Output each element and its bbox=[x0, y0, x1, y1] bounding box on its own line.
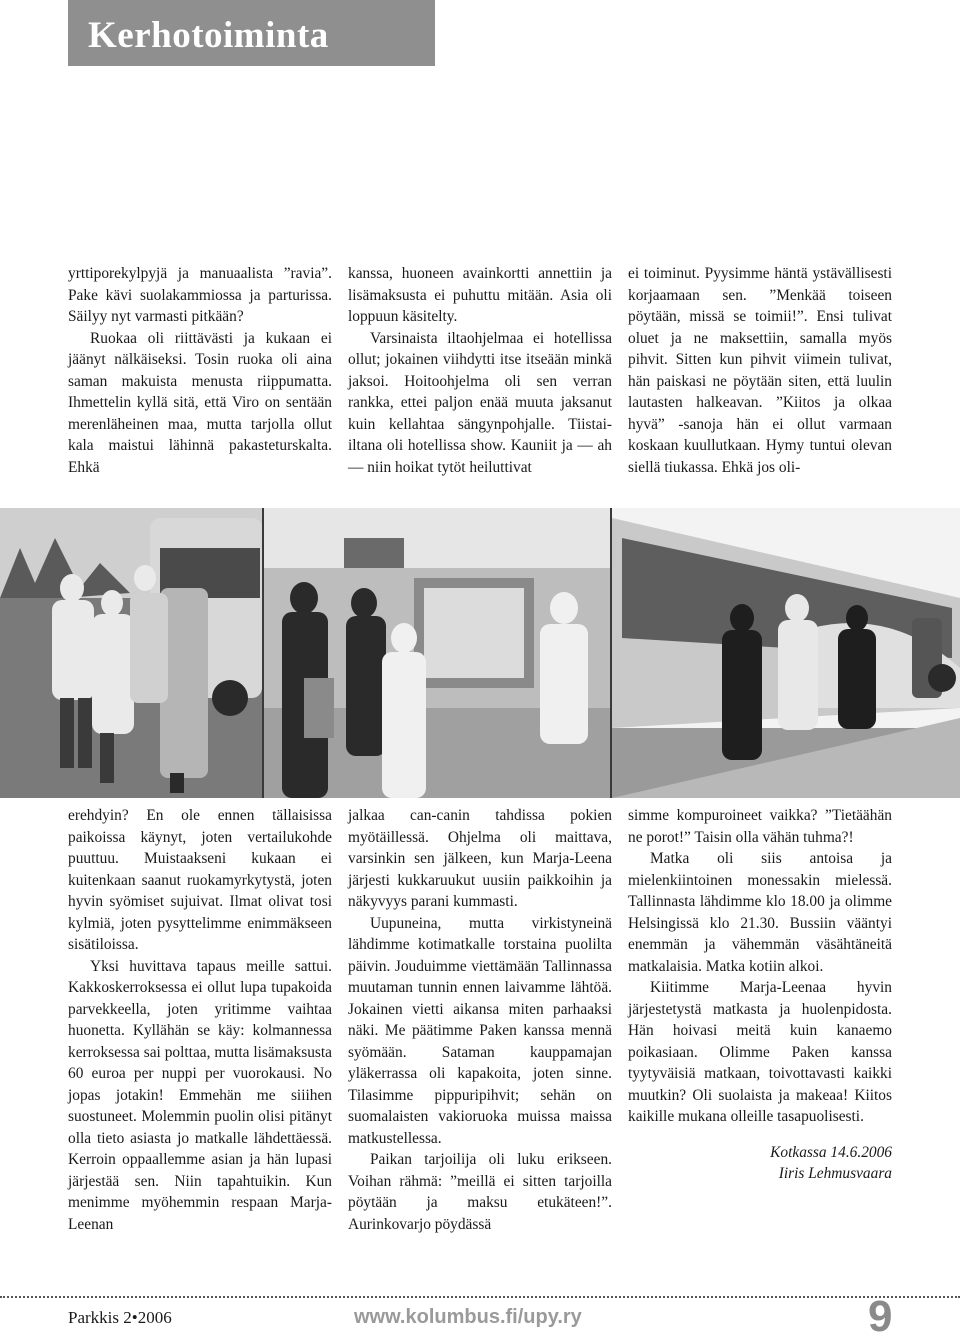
publication-issue: Parkkis 2•2006 bbox=[68, 1308, 172, 1327]
paragraph: jalkaa can-canin tahdissa pokien myötäillessä. Ohjelma oli maittava, varsinkin sen jälkeen, kun Marja-Leena järjesti kukkaruukut uusiin paikkoihin ja näkyvyys parani kummasti. bbox=[348, 807, 612, 910]
paragraph: Kiitimme Marja-Leenaa hyvin järjestetystä matkasta ja huolenpidosta. Hän hoivasi meitä kuin kanaemo poikasiaan. Olimme Paken kanssa tyytyväisiä matkaan, toivottavasti kaikki muutkin? Oli suolaista ja makeaa! Kiitos kaikille mukana olleille tasapuolisesti. bbox=[628, 979, 892, 1125]
paragraph: Ruokaa oli riittävästi ja kukaan ei jäänyt nälkäiseksi. Tosin ruoka oli aina saman makuista menusta riippumatta. Ihmettelin kyllä sitä, että Viro on sentään merenläheinen maa, mutta tarjolla ollut kala maistui lähinnä pakasteturskalta. Ehkä bbox=[68, 329, 332, 476]
website-url[interactable]: www.kolumbus.fi/upy.ry bbox=[354, 1306, 582, 1328]
article-column-3-bottom bbox=[628, 805, 892, 1185]
article-column-3-top bbox=[628, 263, 892, 478]
photo-strip bbox=[0, 508, 960, 798]
page-number: 9 bbox=[868, 1292, 893, 1341]
paragraph: simme kompuroineet vaikka? ”Tietäähän ne porot!” Taisin olla vähän tuhma?! bbox=[628, 807, 892, 846]
article-column-1-top bbox=[68, 263, 332, 478]
section-title: Kerhotoiminta bbox=[88, 15, 329, 56]
photo-group-outdoors bbox=[0, 508, 262, 798]
paragraph: yrttiporekylpyjä ja manuaalista ”ravia”. Pake kävi suolakammiossa ja parturissa. Säilyy nyt varmasti pitkään? bbox=[68, 265, 332, 325]
paragraph: Paikan tarjoilija oli luku erikseen. Voihan rähmä: ”meillä ei sitten tarjoilla pöytään ja maksu etukäteen!”. Aurinkovarjo pöydässä bbox=[348, 1151, 612, 1233]
signature-place-date: Kotkassa 14.6.2006 bbox=[770, 1143, 892, 1161]
paragraph: kanssa, huoneen avainkortti annettiin ja lisämaksusta ei puhuttu mitään. Asia oli loppuun käsitelty. bbox=[348, 265, 612, 325]
paragraph: Varsinaista iltaohjelmaa ei hotellissa ollut; jokainen viihdytti itse itseään minkä jaksoi. Hoitoohjelma oli sen verran rankka, ettei paljon enää muuta jaksanut kuin kellahtaa sängynpohjalle. Tiistai-iltana oli hotellissa show. Kauniit ja — ah — niin hoikat tytöt heiluttivat bbox=[348, 329, 612, 476]
paragraph: Matka oli siis antoisa ja mielenkiintoinen monessakin mielessä. Tallinnasta lähdimme klo 18.00 ja olimme Helsingissä klo 21.30. Bussiin vääntyi enemmän ja vähemmän väsähtäneitä matkalaisia. Matka kotiin alkoi. bbox=[628, 850, 892, 975]
signature-author: Iiris Lehmusvaara bbox=[778, 1165, 892, 1182]
paragraph: Uupuneina, mutta virkistyneinä lähdimme kotimatkalle torstaina puolilta päivin. Jouduimme viettämään Tallinnassa muutaman tunnin ennen laivamme lähtöä. Jokainen vietti aikansa miten parhaaksi näki. Me päätimme Paken kanssa mennä syömään. Sataman kauppamajan yläkerrassa oli kapakoita, joten sinne. Tilasimme pippuripihvit; sehän on suomalaisten vakioruoka muissa maissa matkustellessa. bbox=[348, 914, 612, 1147]
article-column-2-top bbox=[348, 263, 612, 478]
paragraph: Yksi huvittava tapaus meille sattui. Kakkoskerroksessa ei ollut lupa tupakoida parvekkeella, joten yritimme vaihtaa huonetta. Kyllähän se käy: kolmannessa kerroksessa sai polttaa, mutta lisämaksusta 60 euroa per nuppi per vuorokausi. No jopas jotakin! Emmehän me siiihen suostuneet. Molemmin puolin olisi pitänyt olla tieto asiasta jo matkalle lähdettäessä. Kerroin oppaallemme asian ja hän lupasi järjestää sen. Niin tapahtuikin. Kun menimme myöhemmin respaan Marja-Leenan bbox=[68, 957, 332, 1233]
section-header-band bbox=[68, 0, 435, 66]
paragraph: ei toiminut. Pyysimme häntä ystävällisesti korjaamaan sen. ”Menkää toiseen pöytään, missä se toimii!”. Ensi tulivat oluet ja ne maksettiin, samalla myös pihvit. Sitten kun pihvit viimein tulivat, hän paiskasi ne pöytään siten, että luulin lautasten halkeavan. ”Kiitos ja olkaa hyvä” -sanoja hän ei ollut varmaan koskaan kuullutkaan. Hymy tuntui olevan siellä tiukassa. Ehkä jos oli- bbox=[628, 265, 892, 476]
footer-divider bbox=[0, 1296, 960, 1298]
photo-bus-side bbox=[612, 508, 960, 798]
article-column-2-bottom bbox=[348, 805, 612, 1235]
photo-group-lobby bbox=[264, 508, 610, 798]
paragraph: erehdyin? En ole ennen tällaisissa paikoissa käynyt, joten vertailukohde puuttuu. Muistaakseni kukaan ei kuitenkaan saanut ruokamyrkytystä, joten hyvin syömiset sujuivat. Ilmat olivat tosi kylmiä, joten pysyttelimme enimmäkseen sisätiloissa. bbox=[68, 807, 332, 953]
article-column-1-bottom bbox=[68, 805, 332, 1235]
signature bbox=[628, 1142, 892, 1185]
